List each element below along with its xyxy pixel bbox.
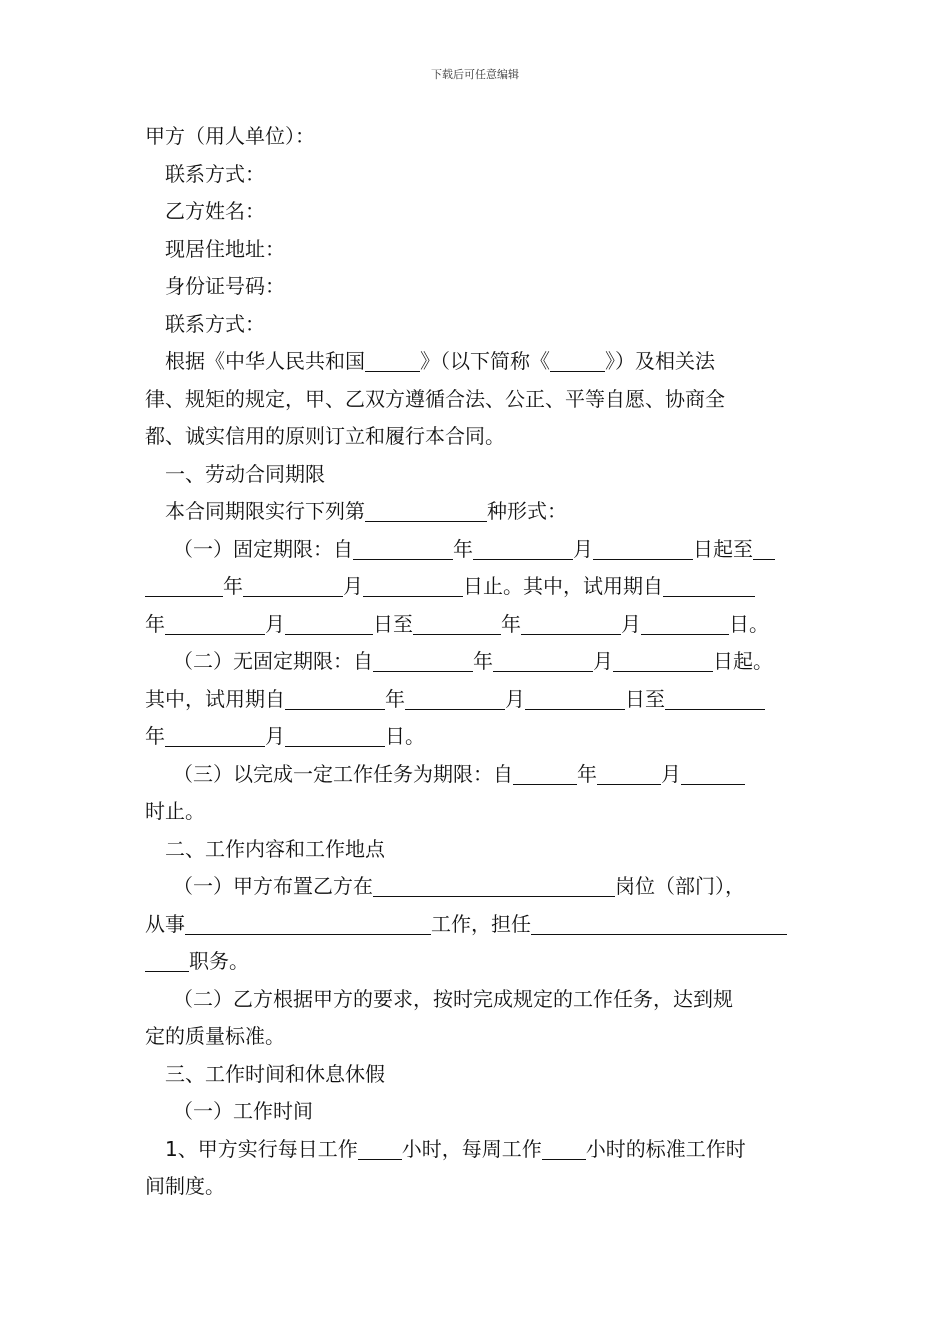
text: 定的质量标准。 xyxy=(145,1024,285,1048)
blank-underline xyxy=(363,576,463,597)
text: 月 xyxy=(505,686,525,711)
blank-underline xyxy=(681,764,745,785)
text: （二）无固定期限：自 xyxy=(173,649,373,673)
text: 》（以下简称《 xyxy=(420,349,550,373)
open-term-line-3 xyxy=(145,718,810,756)
address-label: 现居住地址： xyxy=(165,236,285,261)
task-term-line-2 xyxy=(145,793,810,831)
work-hours-line-2 xyxy=(145,1168,810,1206)
text: （一）固定期限：自 xyxy=(173,536,353,561)
text: 月 xyxy=(265,611,285,636)
open-term-line-1 xyxy=(145,643,810,681)
blank-underline xyxy=(145,576,223,597)
text: 律、规矩的规定，甲、乙双方遵循合法、公正、平等自愿、协商全 xyxy=(145,386,725,411)
blank-underline xyxy=(531,914,787,935)
text: 日起至 xyxy=(693,536,753,561)
id-number-line xyxy=(145,268,810,306)
text: 种形式： xyxy=(487,499,567,523)
party-b-contact-line xyxy=(145,306,810,344)
section-2-heading xyxy=(145,831,810,869)
text: 间制度。 xyxy=(145,1174,225,1198)
text: 日起。 xyxy=(713,649,773,673)
contact-label: 联系方式： xyxy=(165,161,265,186)
text: 小时的标准工作时 xyxy=(585,1136,746,1161)
fixed-term-line-1 xyxy=(145,531,810,569)
blank-underline xyxy=(243,576,343,597)
text: 日止。其中，试用期自 xyxy=(463,574,663,598)
open-term-line-2 xyxy=(145,681,810,719)
text: 年 xyxy=(385,686,405,711)
text: （二）乙方根据甲方的要求，按时完成规定的工作任务，达到规 xyxy=(173,986,733,1011)
blank-underline xyxy=(473,539,573,560)
blank-underline xyxy=(165,614,265,635)
text: 日。 xyxy=(385,724,425,748)
text: 日至 xyxy=(625,686,665,711)
text: 岗位（部门）， xyxy=(615,874,745,898)
blank-underline xyxy=(358,1139,402,1160)
text: 月 xyxy=(621,611,641,636)
blank-underline xyxy=(365,351,420,372)
text: 本合同期限实行下列第 xyxy=(165,499,365,523)
blank-underline xyxy=(597,764,661,785)
text: 都、诚实信用的原则订立和履行本合同。 xyxy=(145,424,505,448)
text: 时止。 xyxy=(145,799,205,823)
text: 其中，试用期自 xyxy=(145,686,285,711)
text: 从事 xyxy=(145,911,185,936)
blank-underline xyxy=(593,539,693,560)
text: 年 xyxy=(453,536,473,561)
text: 月 xyxy=(661,761,681,786)
position-line-3 xyxy=(145,943,810,981)
blank-underline xyxy=(550,351,605,372)
blank-underline xyxy=(373,876,615,897)
text: 小时，每周工作 xyxy=(401,1136,542,1161)
blank-underline xyxy=(145,951,189,972)
blank-underline xyxy=(185,914,431,935)
address-line xyxy=(145,231,810,269)
text: 年 xyxy=(145,611,165,636)
blank-underline xyxy=(413,614,501,635)
blank-underline xyxy=(663,576,755,597)
text: 年 xyxy=(501,611,521,636)
text: 月 xyxy=(343,574,363,598)
text: 工作，担任 xyxy=(431,911,531,936)
section-1-heading xyxy=(145,456,810,494)
blank-underline xyxy=(285,726,385,747)
blank-underline xyxy=(285,689,385,710)
blank-underline xyxy=(353,539,453,560)
blank-underline xyxy=(513,764,577,785)
section-heading: 二、工作内容和工作地点 xyxy=(165,836,385,861)
id-number-label: 身份证号码： xyxy=(165,274,285,298)
position-line-2 xyxy=(145,906,810,944)
blank-underline xyxy=(525,689,625,710)
contact-label: 联系方式： xyxy=(165,311,265,336)
basis-line-2 xyxy=(145,381,810,419)
text: 月 xyxy=(593,649,613,673)
text: 1、甲方实行每日工作 xyxy=(165,1136,358,1161)
blank-underline xyxy=(665,689,765,710)
blank-underline xyxy=(285,614,373,635)
fixed-term-line-3 xyxy=(145,606,810,644)
section-heading: 三、工作时间和休息休假 xyxy=(165,1061,385,1086)
blank-underline xyxy=(165,726,265,747)
subsection-heading: （一）工作时间 xyxy=(173,1099,313,1123)
blank-underline xyxy=(493,651,593,672)
position-line-1 xyxy=(145,868,810,906)
fixed-term-line-2 xyxy=(145,568,810,606)
blank-underline xyxy=(613,651,713,672)
blank-underline xyxy=(641,614,729,635)
text: 》）及相关法 xyxy=(605,349,715,373)
party-a-contact-line xyxy=(145,156,810,194)
blank-underline xyxy=(405,689,505,710)
party-a-label: 甲方（用人单位）： xyxy=(145,124,315,148)
text: 根据《中华人民共和国 xyxy=(165,349,365,373)
text: 月 xyxy=(573,536,593,561)
blank-underline xyxy=(521,614,621,635)
party-b-name-label: 乙方姓名： xyxy=(165,199,265,223)
work-time-heading xyxy=(145,1093,810,1131)
blank-underline xyxy=(373,651,473,672)
text: 年 xyxy=(223,574,243,598)
party-a-line xyxy=(145,118,810,156)
text: 年 xyxy=(577,761,597,786)
blank-underline xyxy=(753,539,775,560)
blank-underline xyxy=(542,1139,586,1160)
duty-line-2 xyxy=(145,1018,810,1056)
basis-line-1 xyxy=(145,343,810,381)
text: 年 xyxy=(145,724,165,748)
term-form-line xyxy=(145,493,810,531)
basis-line-3 xyxy=(145,418,810,456)
text: （一）甲方布置乙方在 xyxy=(173,874,373,898)
blank-underline xyxy=(365,501,487,522)
section-3-heading xyxy=(145,1056,810,1094)
duty-line-1 xyxy=(145,981,810,1019)
work-hours-line-1 xyxy=(145,1131,810,1169)
text: 日。 xyxy=(729,611,769,636)
party-b-name-line xyxy=(145,193,810,231)
task-term-line-1 xyxy=(145,756,810,794)
text: （三）以完成一定工作任务为期限：自 xyxy=(173,761,513,786)
section-heading: 一、劳动合同期限 xyxy=(165,461,325,486)
contract-body xyxy=(145,118,810,1206)
text: 日至 xyxy=(373,611,413,636)
page-header: 下载后可任意编辑 xyxy=(431,68,519,81)
text: 月 xyxy=(265,724,285,748)
text: 年 xyxy=(473,649,493,673)
text: 职务。 xyxy=(189,949,249,973)
